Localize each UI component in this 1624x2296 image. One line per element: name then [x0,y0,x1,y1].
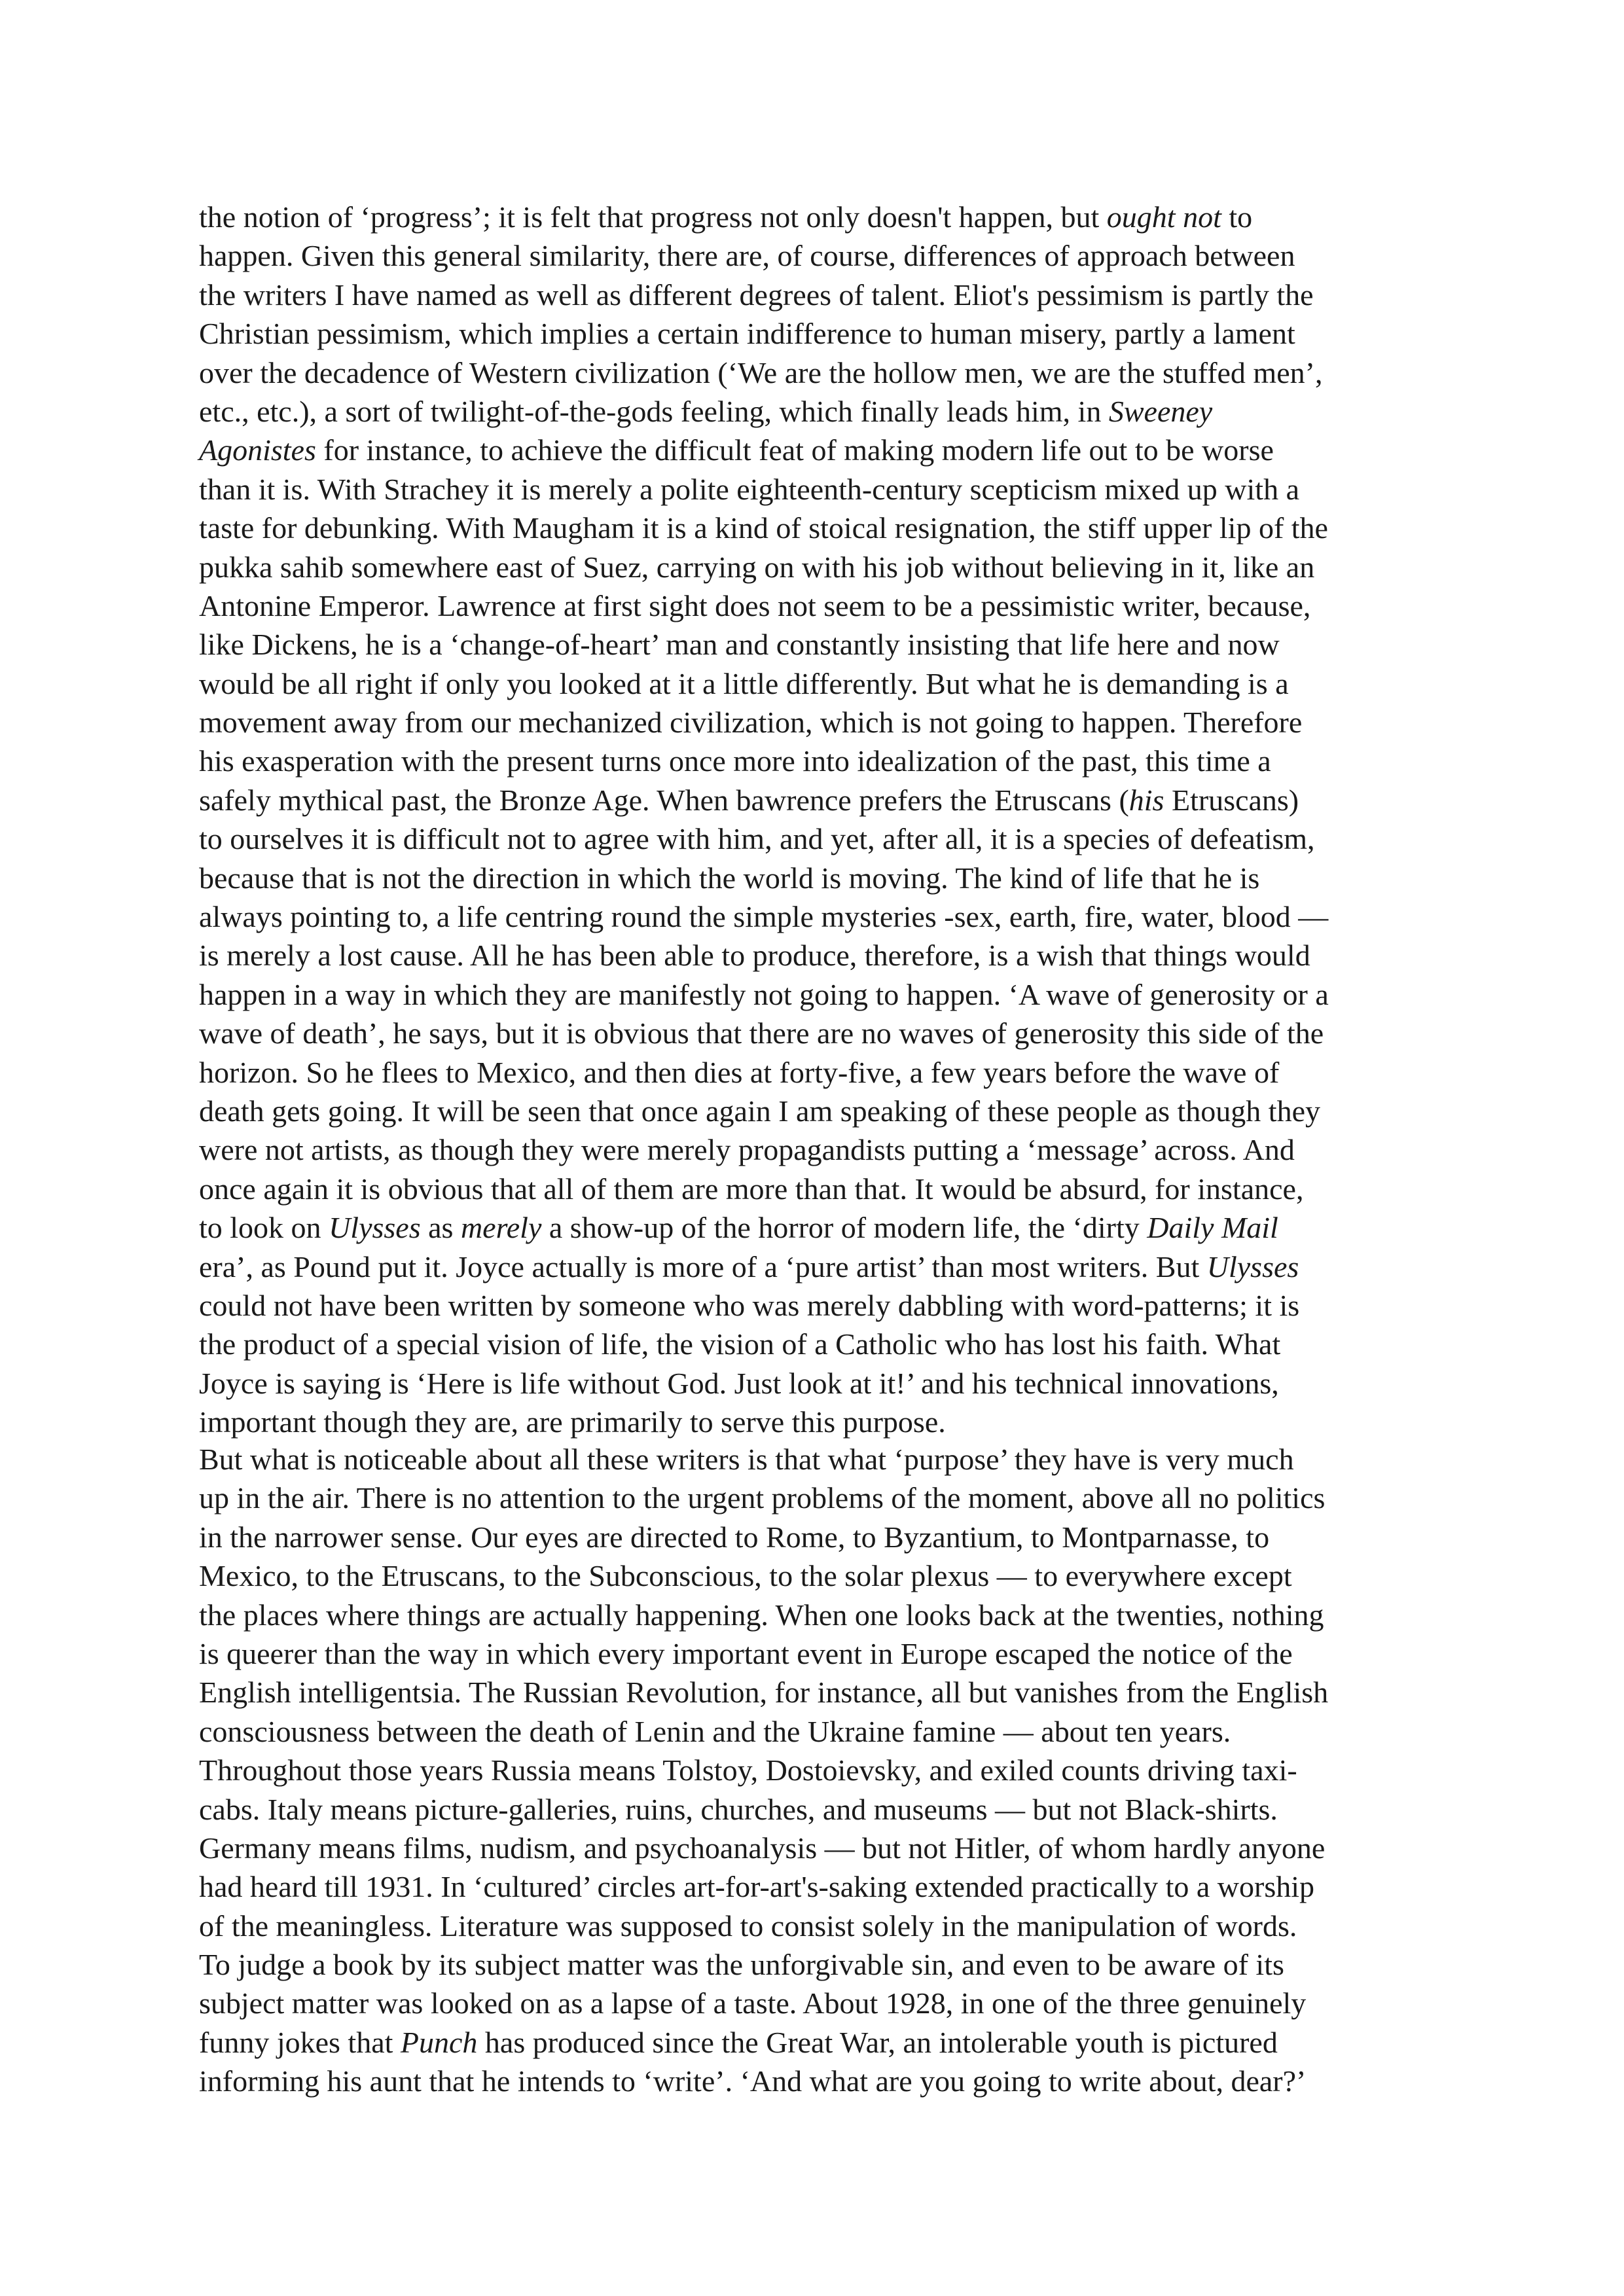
text-run: death gets going. It will be seen that once again I am speaking of these people as though they [199,1094,1321,1128]
text-line [199,1130,1443,1169]
text-run: is merely a lost cause. All he has been able to produce, therefore, is a wish that things would [199,939,1310,973]
text-line [199,353,1443,392]
text-line [199,703,1443,742]
text-run: cabs. Italy means picture-galleries, ruins, churches, and museums — but not Black-shirts. [199,1792,1278,1826]
text-run: the notion of ‘progress’; it is felt that progress not only doesn't happen, but [199,200,1107,234]
text-line [199,198,1443,236]
text-line [199,276,1443,314]
text-run: would be all right if only you looked at it a little differently. But what he is demanding is a [199,666,1289,700]
text-line [199,1014,1443,1052]
italic-text: merely [460,1211,542,1245]
text-run: is queerer than the way in which every important event in Europe escaped the notice of the [199,1636,1293,1670]
text-line [199,1364,1443,1403]
text-line [199,1945,1443,1984]
text-line [199,470,1443,509]
text-run: consciousness between the death of Lenin and the Ukraine famine — about ten years. [199,1714,1231,1748]
text-line [199,1518,1443,1556]
text-line [199,548,1443,586]
text-run: taste for debunking. With Maugham it is a kind of stoical resignation, the stiff upper lip of the [199,511,1328,545]
text-run: Joyce is saying is ‘Here is life without God. Just look at it!’ and his technical innovations, [199,1366,1279,1400]
text-run: Antonine Emperor. Lawrence at first sight does not seem to be a pessimistic writer, because, [199,588,1311,622]
text-run: happen. Given this general similarity, there are, of course, differences of approach between [199,239,1295,273]
italic-text: Agonistes [199,433,316,467]
text-line [199,1712,1443,1751]
text-line [199,1673,1443,1712]
text-run: etc., etc.), a sort of twilight-of-the-gods feeling, which finally leads him, in [199,394,1109,428]
text-line [199,1325,1443,1363]
text-line [199,509,1443,547]
paragraph-1 [199,198,1443,1442]
italic-text: Ulysses [1206,1249,1299,1283]
text-run: were not artists, as though they were merely propagandists putting a ‘message’ across. And [199,1133,1295,1167]
text-run: horizon. So he flees to Mexico, and then dies at forty-five, a few years before the wave of [199,1055,1280,1089]
text-run: funny jokes that [199,2025,401,2059]
text-line [199,1634,1443,1673]
text-run: to look on [199,1211,329,1245]
text-line [199,1867,1443,1906]
text-run: Throughout those years Russia means Tolstoy, Dostoievsky, and exiled counts driving taxi- [199,1753,1297,1787]
text-line [199,431,1443,469]
text-line [199,2023,1443,2062]
text-run: important though they are, are primarily to serve this purpose. [199,1405,946,1439]
text-run: wave of death’, he says, but it is obvious that there are no waves of generosity this side of the [199,1016,1324,1050]
text-run: up in the air. There is no attention to the urgent problems of the moment, above all no politics [199,1481,1326,1515]
text-run: had heard till 1931. In ‘cultured’ circles art-for-art's-saking extended practically to a worship [199,1870,1315,1904]
paragraph-2 [199,1440,1443,2101]
text-run: of the meaningless. Literature was supposed to consist solely in the manipulation of words. [199,1909,1297,1943]
text-run: once again it is obvious that all of them are more than that. It would be absurd, for instance, [199,1172,1304,1206]
text-line [199,1440,1443,1479]
text-line [199,1984,1443,2022]
text-line [199,819,1443,858]
text-run: a show-up of the horror of modern life, the ‘dirty [541,1211,1147,1245]
italic-text: Daily Mail [1147,1211,1278,1245]
text-run: Germany means films, nudism, and psychoanalysis — but not Hitler, of whom hardly anyone [199,1831,1326,1865]
text-line [199,1208,1443,1247]
text-run: to [1221,200,1253,234]
text-line [199,1751,1443,1789]
text-run: the places where things are actually happening. When one looks back at the twenties, nothing [199,1598,1324,1632]
text-line [199,1907,1443,1945]
text-run: as [420,1211,461,1245]
text-line [199,586,1443,625]
italic-text: his [1128,783,1164,817]
text-line [199,1556,1443,1595]
text-run: always pointing to, a life centring round the simple mysteries -sex, earth, fire, water, blood — [199,900,1329,934]
text-run: era’, as Pound put it. Joyce actually is more of a ‘pure artist’ than most writers. But [199,1249,1207,1283]
text-run: But what is noticeable about all these writers is that what ‘purpose’ they have is very much [199,1443,1294,1476]
italic-text: Sweeney [1108,394,1213,428]
text-run: has produced since the Great War, an intolerable youth is pictured [477,2025,1278,2059]
text-line [199,1479,1443,1517]
text-line [199,1170,1443,1208]
text-line [199,1403,1443,1441]
text-run: Mexico, to the Etruscans, to the Subconscious, to the solar plexus — to everywhere except [199,1559,1292,1593]
text-line [199,936,1443,975]
text-run: Etruscans) [1164,783,1299,817]
text-line [199,1053,1443,1092]
text-run: because that is not the direction in which the world is moving. The kind of life that he is [199,861,1260,895]
text-run: could not have been written by someone who was merely dabbling with word-patterns; it is [199,1288,1300,1322]
text-run: Christian pessimism, which implies a certain indifference to human misery, partly a lament [199,317,1295,351]
text-line [199,2062,1443,2100]
text-run: to ourselves it is difficult not to agree with him, and yet, after all, it is a species of defeatism, [199,822,1315,856]
text-run: than it is. With Strachey it is merely a polite eighteenth-century scepticism mixed up with a [199,472,1299,506]
text-run: over the decadence of Western civilization (‘We are the hollow men, we are the stuffed men’, [199,355,1323,389]
text-run: the writers I have named as well as different degrees of talent. Eliot's pessimism is partly the [199,278,1314,312]
text-line [199,1790,1443,1829]
text-run: his exasperation with the present turns once more into idealization of the past, this time a [199,744,1271,778]
italic-text: ought not [1106,200,1221,234]
text-run: informing his aunt that he intends to ‘write’. ‘And what are you going to write about, dear?’ [199,2064,1307,2098]
text-run: To judge a book by its subject matter was the unforgivable sin, and even to be aware of its [199,1948,1284,1982]
text-line [199,1092,1443,1130]
text-line [199,314,1443,353]
text-run: for instance, to achieve the difficult feat of making modern life out to be worse [316,433,1274,467]
text-line [199,859,1443,897]
text-line [199,897,1443,936]
text-line [199,742,1443,780]
text-run: the product of a special vision of life, the vision of a Catholic who has lost his faith. What [199,1327,1281,1361]
text-run: like Dickens, he is a ‘change-of-heart’ man and constantly insisting that life here and now [199,628,1280,662]
text-line [199,975,1443,1014]
text-line [199,664,1443,703]
text-run: subject matter was looked on as a lapse of a taste. About 1928, in one of the three genuinely [199,1986,1307,2020]
text-line [199,1596,1443,1634]
text-run: safely mythical past, the Bronze Age. When bawrence prefers the Etruscans ( [199,783,1129,817]
text-line [199,392,1443,431]
italic-text: Punch [400,2025,478,2059]
text-run: in the narrower sense. Our eyes are directed to Rome, to Byzantium, to Montparnasse, to [199,1520,1270,1554]
text-line [199,781,1443,819]
text-line [199,625,1443,664]
text-line [199,1829,1443,1867]
text-line [199,236,1443,275]
text-run: happen in a way in which they are manifestly not going to happen. ‘A wave of generosity or a [199,977,1329,1011]
italic-text: Ulysses [329,1211,421,1245]
text-run: movement away from our mechanized civilization, which is not going to happen. Therefore [199,706,1303,740]
text-line [199,1247,1443,1286]
text-run: pukka sahib somewhere east of Suez, carrying on with his job without believing in it, like an [199,550,1315,584]
text-line [199,1286,1443,1325]
text-run: English intelligentsia. The Russian Revolution, for instance, all but vanishes from the English [199,1676,1329,1710]
